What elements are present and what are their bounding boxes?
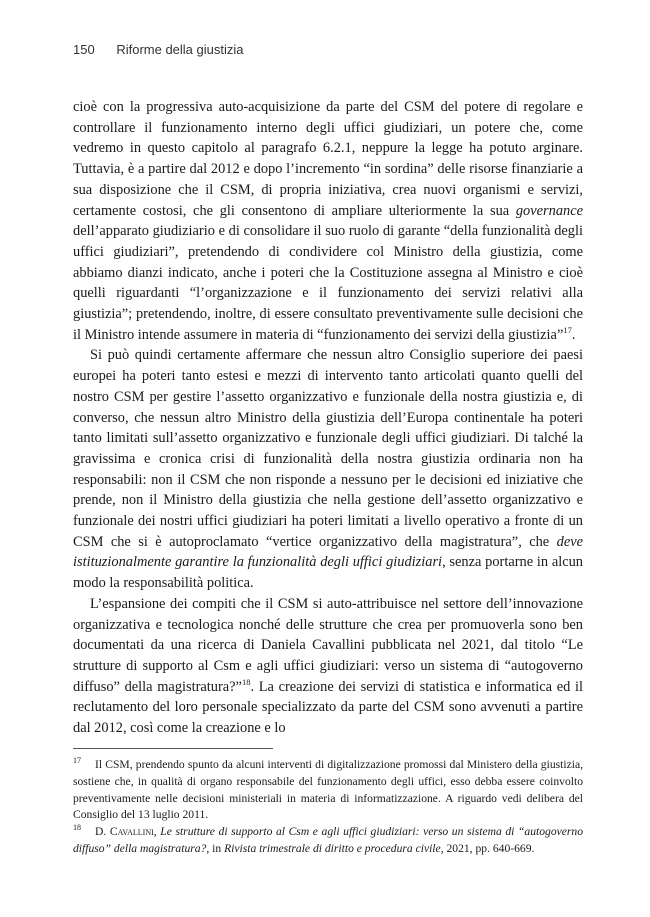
footnote-17-text: Il CSM, prendendo spunto da alcuni interventi di digitalizzazione promossi dal Ministero della giustizia, sostiene che, in qualità di organo responsabile del funzionamento degli uffici, esso debba essere coinvolto preventivamente nelle decisioni ministeriali in materia di informatizzazione. A riguardo vedi delibera del Consiglio del 13 luglio 2011. [73, 758, 583, 822]
footnote-18-author: Cavallini [109, 825, 154, 839]
footnote-17 [73, 757, 583, 824]
footnote-17-number: 17 [73, 756, 81, 766]
paragraph-1-italic: governance [515, 202, 583, 219]
paragraph-1-text-b: dell’apparato giudiziario e di consolidare il suo ruolo di garante “della funzionalità degli uffici giudiziari”, pretendendo di condividere col Ministro della giustizia, come abbiamo dianzi indicato, anche i poteri che la Costituzione assegna al Ministro e cioè quelli riguardanti “l’organizzazione e il funzionamento dei servizi relativi alla giustizia”; pretendendo, inoltre, di essere consultato preventivamente sulle decisioni che il Ministro intende assumere in materia di “funzionamento dei servizi della giustizia” [73, 223, 583, 343]
footnote-18-number: 18 [73, 823, 81, 833]
paragraph-1-text-c: . [571, 326, 576, 343]
paragraph-3-text-a: L’espansione dei compiti che il CSM si auto-attribuisce nel settore dell’innovazione organizzativa e tecnologica nonché delle strutture che crea per promuoverla sono ben documentati da una ricerca di Daniela Cavallini pubblicata nel 2021, dal titolo “Le strutture di supporto al Csm e agli uffici giudiziari: verso un sistema di “autogoverno diffuso” della magistratura?” [73, 595, 583, 695]
running-title: Riforme della giustizia [116, 42, 244, 57]
footnote-18-author-initial: D. [95, 825, 110, 839]
paragraph-2-italic: deve istituzionalmente garantire la funzionalità degli uffici giudiziari [73, 533, 583, 571]
footnote-18-in: , in [206, 841, 225, 855]
footnote-ref-17[interactable]: 17 [563, 324, 572, 335]
footnotes [73, 757, 583, 858]
paragraph-1 [73, 97, 583, 345]
page-number: 150 [73, 42, 95, 57]
footnote-divider [73, 748, 273, 749]
footnote-18 [73, 824, 583, 858]
paragraph-1-text-a: cioè con la progressiva auto-acquisizione da parte del CSM del potere di regolare e controllare il funzionamento interno degli uffici giudiziari, un potere che, come vedremo in questo capitolo al paragrafo 6.2.1, neppure la legge ha potuto arginare. Tuttavia, è a partire dal 2012 e dopo l’incremento “in sordina” delle risorse finanziarie a sua disposizione che il CSM, di propria iniziativa, crea nuovi organismi e servizi, certamente costosi, che gli consentono di ampliare ulteriormente la sua [73, 99, 583, 219]
paragraph-2 [73, 345, 583, 593]
footnote-18-end: , 2021, pp. 640-669. [440, 841, 535, 855]
footnote-18-separator: , [153, 825, 161, 839]
paragraph-2-text-a: Si può quindi certamente affermare che nessun altro Consiglio superiore dei paesi europei ha poteri tanto estesi e mezzi di intervento tanto articolati quanto quelli del nostro CSM per gestire l’assetto organizzativo e funzionale della nostra giustizia e, di converso, che nessun altro Ministro della giustizia dell’Europa continentale ha poteri tanto limitati sull’assetto organizzativo e funzionale degli uffici giudiziari. Di talché la gravissima e cronica crisi di funzionalità della nostra giustizia ordinaria non ha responsabili: non il CSM che non risponde a nessuno per le decisioni ed iniziative che prende, non il Ministro della giustizia che nella gestione dell’assetto organizzativo e funzionale dei nostri uffici giudiziari ha poteri limitati a livello operativo a fronte di un CSM che si è autoproclamato “vertice organizzativo della magistratura”, che [73, 347, 583, 550]
paragraph-3 [73, 594, 583, 739]
footnote-18-journal: Rivista trimestrale di diritto e procedura civile [224, 841, 441, 855]
footnote-18-title: Le strutture di supporto al Csm e agli uffici giudiziari: verso un sistema di “autogoverno diffuso” della magistratura? [73, 825, 584, 855]
footnote-ref-18[interactable]: 18 [241, 676, 251, 687]
body-text [73, 97, 583, 739]
paragraph-2-text-b: , senza portarne in alcun modo la responsabilità politica. [73, 554, 583, 592]
running-head [73, 42, 244, 57]
paragraph-3-text-b: . La creazione dei servizi di statistica e informatica ed il reclutamento del loro personale specializzato da parte del CSM sono avvenuti a partire dal 2012, così come la creazione e lo [73, 678, 583, 737]
